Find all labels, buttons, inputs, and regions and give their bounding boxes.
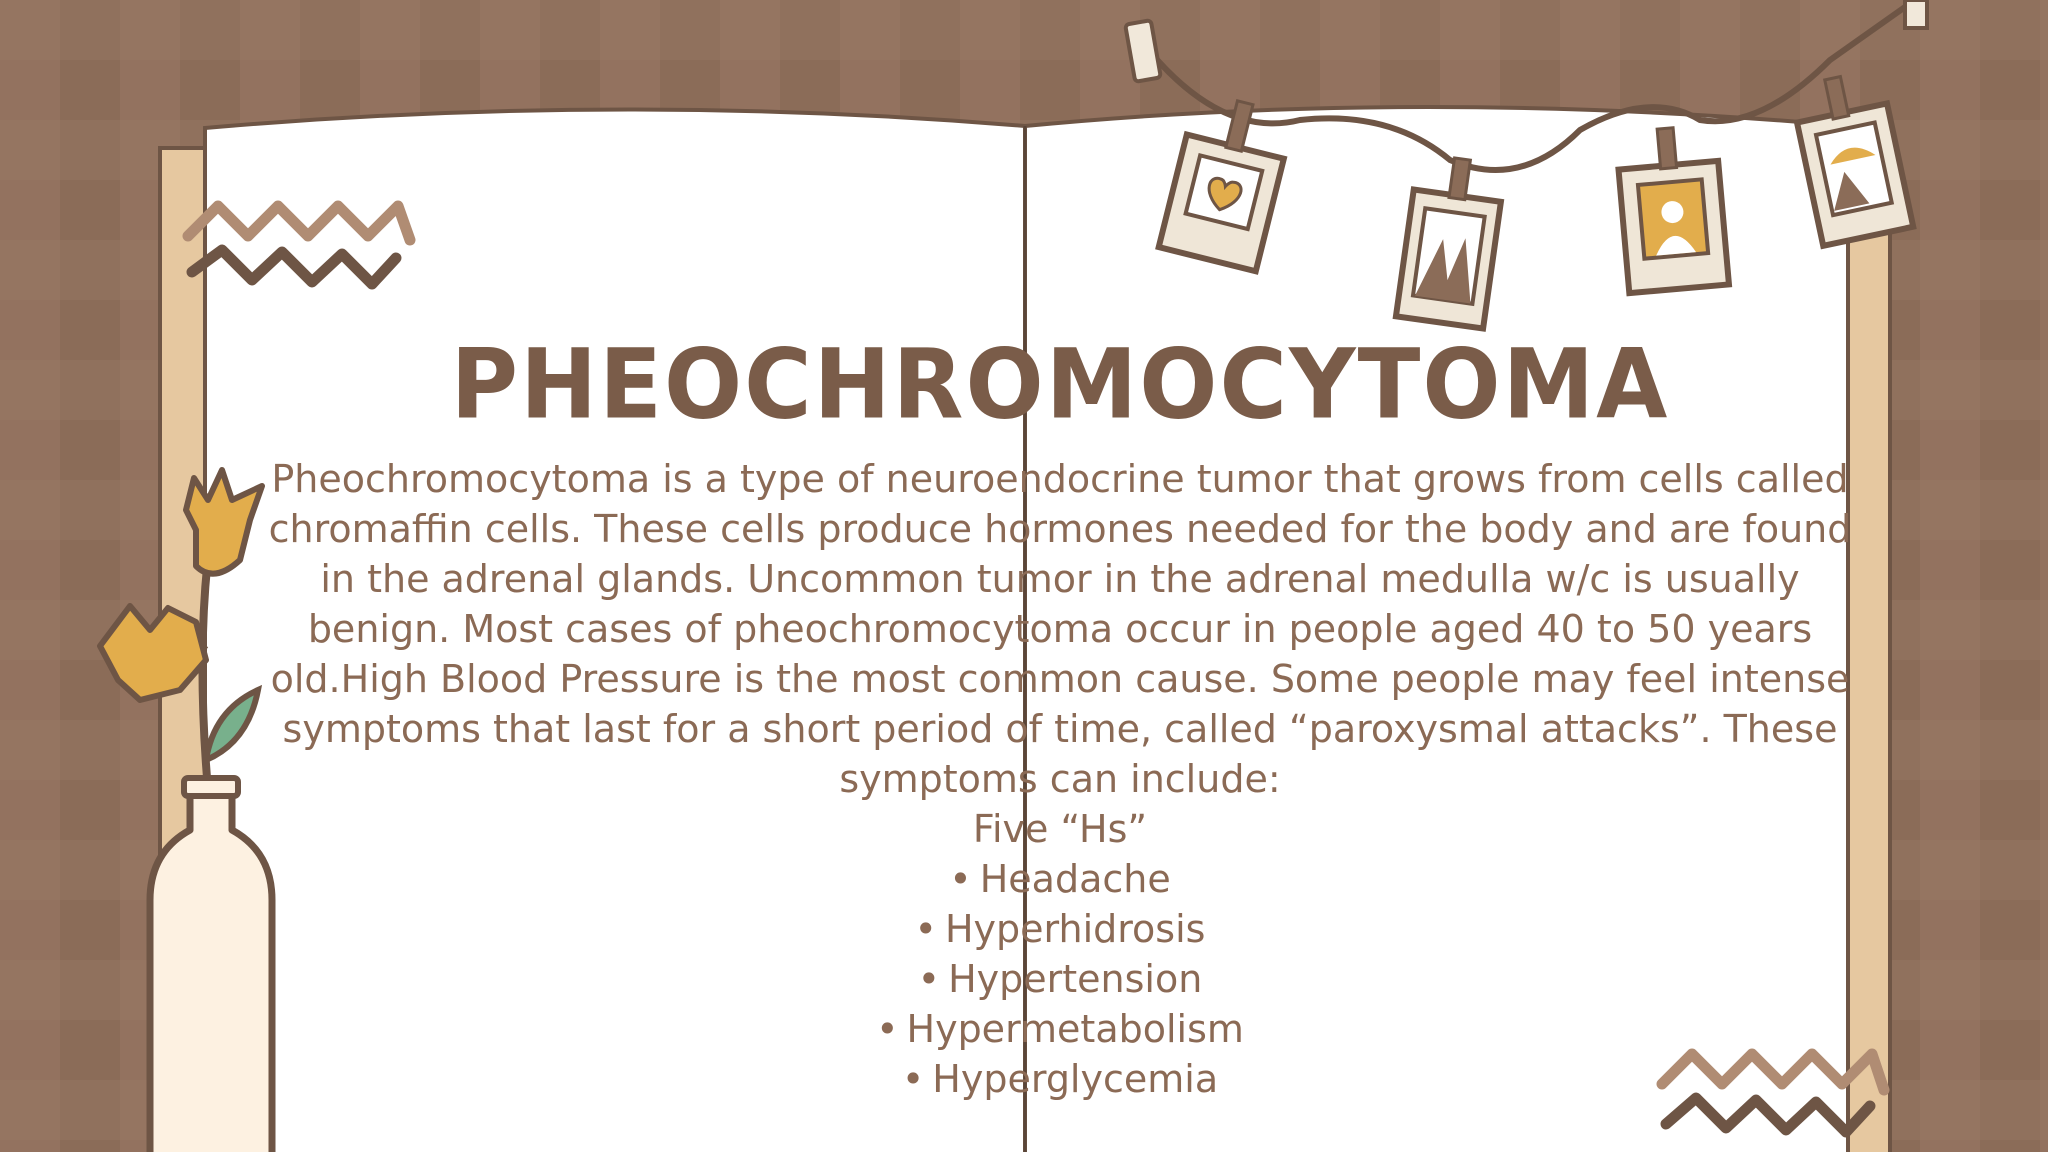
symptom-headache: Headache <box>979 857 1171 901</box>
list-item <box>260 854 1860 904</box>
symptom-list <box>260 854 1860 1104</box>
bullet: • <box>949 857 972 901</box>
bullet: • <box>901 1057 925 1101</box>
symptom-hyperhidrosis: Hyperhidrosis <box>944 907 1206 951</box>
list-item <box>260 1054 1860 1104</box>
slide-content <box>260 330 1860 1104</box>
slide-title: PHEOCHROMOCYTOMA <box>450 328 1670 441</box>
symptom-hypertension: Hypertension <box>948 957 1203 1001</box>
list-item <box>260 954 1860 1004</box>
list-item <box>260 1004 1860 1054</box>
bullet: • <box>917 957 941 1001</box>
list-item <box>260 904 1860 954</box>
bullet: • <box>914 907 937 951</box>
symptom-hypermetabolism: Hypermetabolism <box>906 1007 1244 1051</box>
slide-body-text: Pheochromocytoma is a type of neuroendocrine tumor that grows from cells called chromaffin cells. These cells produce hormones needed for the body and are found in the adrenal glands. Uncommon tumor in the adrenal medulla w/c is usually benign. Most cases of pheochromocytoma occur in people aged 40 to 50 years old.High Blood Pressure is the most common cause. Some people may feel intense symptoms that last for a short period of time, called “paroxysmal attacks”. These symptoms can include: <box>268 457 1852 801</box>
symptom-list-heading: Five “Hs” <box>972 807 1148 851</box>
bullet: • <box>876 1007 899 1051</box>
symptom-hyperglycemia: Hyperglycemia <box>932 1057 1219 1101</box>
